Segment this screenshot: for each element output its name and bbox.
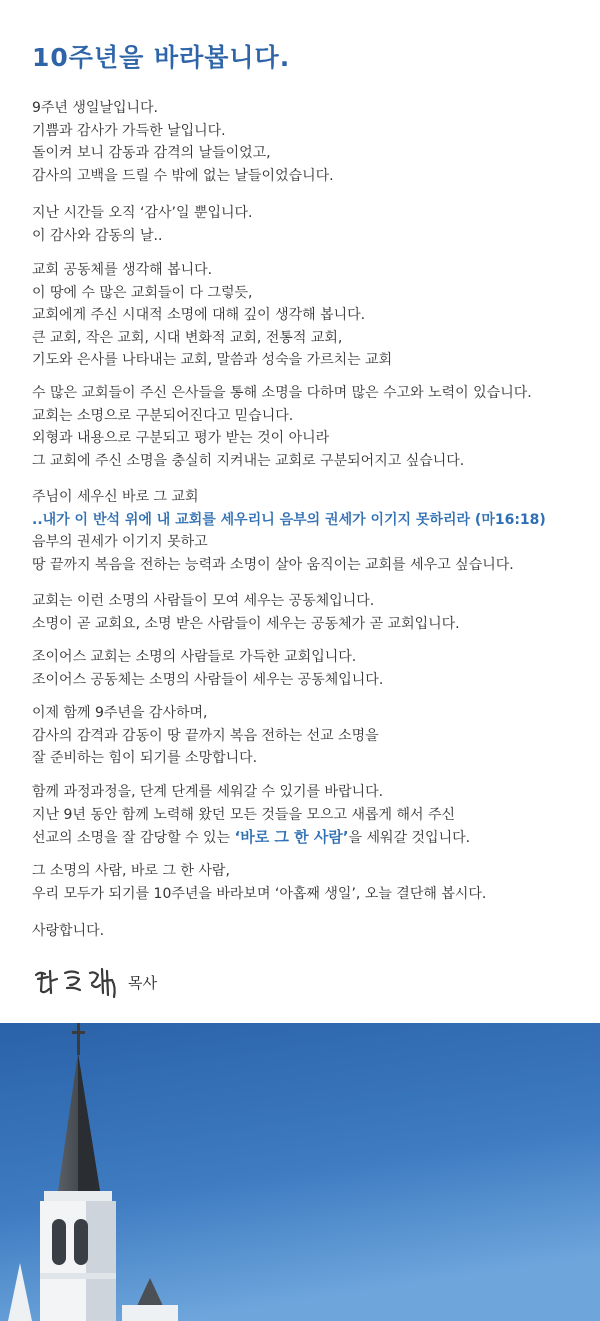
church-steeple-image <box>0 1023 600 1321</box>
text-line <box>32 826 592 850</box>
text-line: 교회는 소명으로 구분되어진다고 믿습니다. <box>32 407 294 424</box>
paragraph-1 <box>32 97 592 187</box>
paragraph-6 <box>32 590 592 635</box>
text-line: 음부의 권세가 이기지 못하고 <box>32 534 208 550</box>
text-line: 지난 시간들 오직 ‘감사’일 뿐입니다. <box>32 205 253 221</box>
text-line: 교회는 이런 소명의 사람들이 모여 세우는 공동체입니다. <box>32 593 375 609</box>
signature-block <box>32 962 157 1002</box>
paragraph-3 <box>32 259 592 372</box>
text-segment: 을 세워갈 것입니다. <box>348 830 471 846</box>
paragraph-9 <box>32 781 592 850</box>
text-line: 이제 함께 9주년을 감사하며, <box>32 705 208 721</box>
text-line: 기도와 은사를 나타내는 교회, 말씀과 성숙을 가르치는 교회 <box>32 352 393 368</box>
text-line: 큰 교회, 작은 교회, 시대 변화적 교회, 전통적 교회, <box>32 329 343 346</box>
signature-role: 목사 <box>128 973 157 992</box>
handwritten-signature <box>32 963 120 1001</box>
text-line: 소명이 곧 교회요, 소명 받은 사람들이 세우는 공동체가 곧 교회입니다. <box>32 615 460 632</box>
text-line: 잘 준비하는 힘이 되기를 소망합니다. <box>32 750 258 766</box>
text-line: 우리 모두가 되기를 10주년을 바라보며 ‘아홉째 생일’, 오늘 결단해 봅시다. <box>32 885 487 902</box>
text-line: 지난 9년 동안 함께 노력해 왔던 모든 것들을 모으고 새롭게 해서 주신 <box>32 806 456 823</box>
paragraph-5 <box>32 486 592 576</box>
text-line: 감사의 감격과 감동이 땅 끝까지 복음 전하는 선교 소명을 <box>32 727 379 744</box>
text-line: 땅 끝까지 복음을 전하는 능력과 소명이 살아 움직이는 교회를 세우고 싶습니다. <box>32 556 514 573</box>
paragraph-2 <box>32 202 592 247</box>
text-line: 주님이 세우신 바로 그 교회 <box>32 489 199 505</box>
text-line: 조이어스 교회는 소명의 사람들로 가득한 교회입니다. <box>32 649 357 665</box>
emphasis-text: ‘바로 그 한 사람’ <box>234 828 349 846</box>
paragraph-10 <box>32 860 592 905</box>
paragraph-7 <box>32 646 592 691</box>
page-title: 10주년을 바라봅니다. <box>32 43 291 72</box>
text-line: 돌이켜 보니 감동과 감격의 날들이었고, <box>32 145 271 161</box>
text-line: 사랑합니다. <box>32 923 105 939</box>
text-segment: 선교의 소명을 잘 감당할 수 있는 <box>32 830 235 846</box>
text-line: 감사의 고백을 드릴 수 밖에 없는 날들이었습니다. <box>32 167 334 184</box>
paragraph-4 <box>32 382 592 472</box>
text-line: 조이어스 공동체는 소명의 사람들이 세우는 공동체입니다. <box>32 671 384 688</box>
text-line: 기쁨과 감사가 가득한 날입니다. <box>32 122 226 139</box>
text-line: 이 감사와 감동의 날.. <box>32 227 163 244</box>
paragraph-8 <box>32 702 592 770</box>
church-steeple-photo <box>0 1023 600 1321</box>
text-line: 그 교회에 주신 소명을 충실히 지켜내는 교회로 구분되어지고 싶습니다. <box>32 452 465 469</box>
closing-line <box>32 920 592 943</box>
text-line: 교회에게 주신 시대적 소명에 대해 깊이 생각해 봅니다. <box>32 307 366 323</box>
text-line: 외형과 내용으로 구분되고 평가 받는 것이 아니라 <box>32 430 330 446</box>
text-line: 9주년 생일날입니다. <box>32 100 158 116</box>
text-line: 이 땅에 수 많은 교회들이 다 그렇듯, <box>32 284 253 301</box>
text-line: 교회 공동체를 생각해 봅니다. <box>32 262 213 278</box>
bible-verse: ..내가 이 반석 위에 내 교회를 세우리니 음부의 권세가 이기지 못하리라 (마16:18) <box>32 511 546 528</box>
text-line: 함께 과정과정을, 단계 단계를 세워갈 수 있기를 바랍니다. <box>32 784 384 800</box>
text-line: 그 소명의 사람, 바로 그 한 사람, <box>32 863 230 879</box>
text-line: 수 많은 교회들이 주신 은사들을 통해 소명을 다하며 많은 수고와 노력이 있습니다. <box>32 385 532 401</box>
